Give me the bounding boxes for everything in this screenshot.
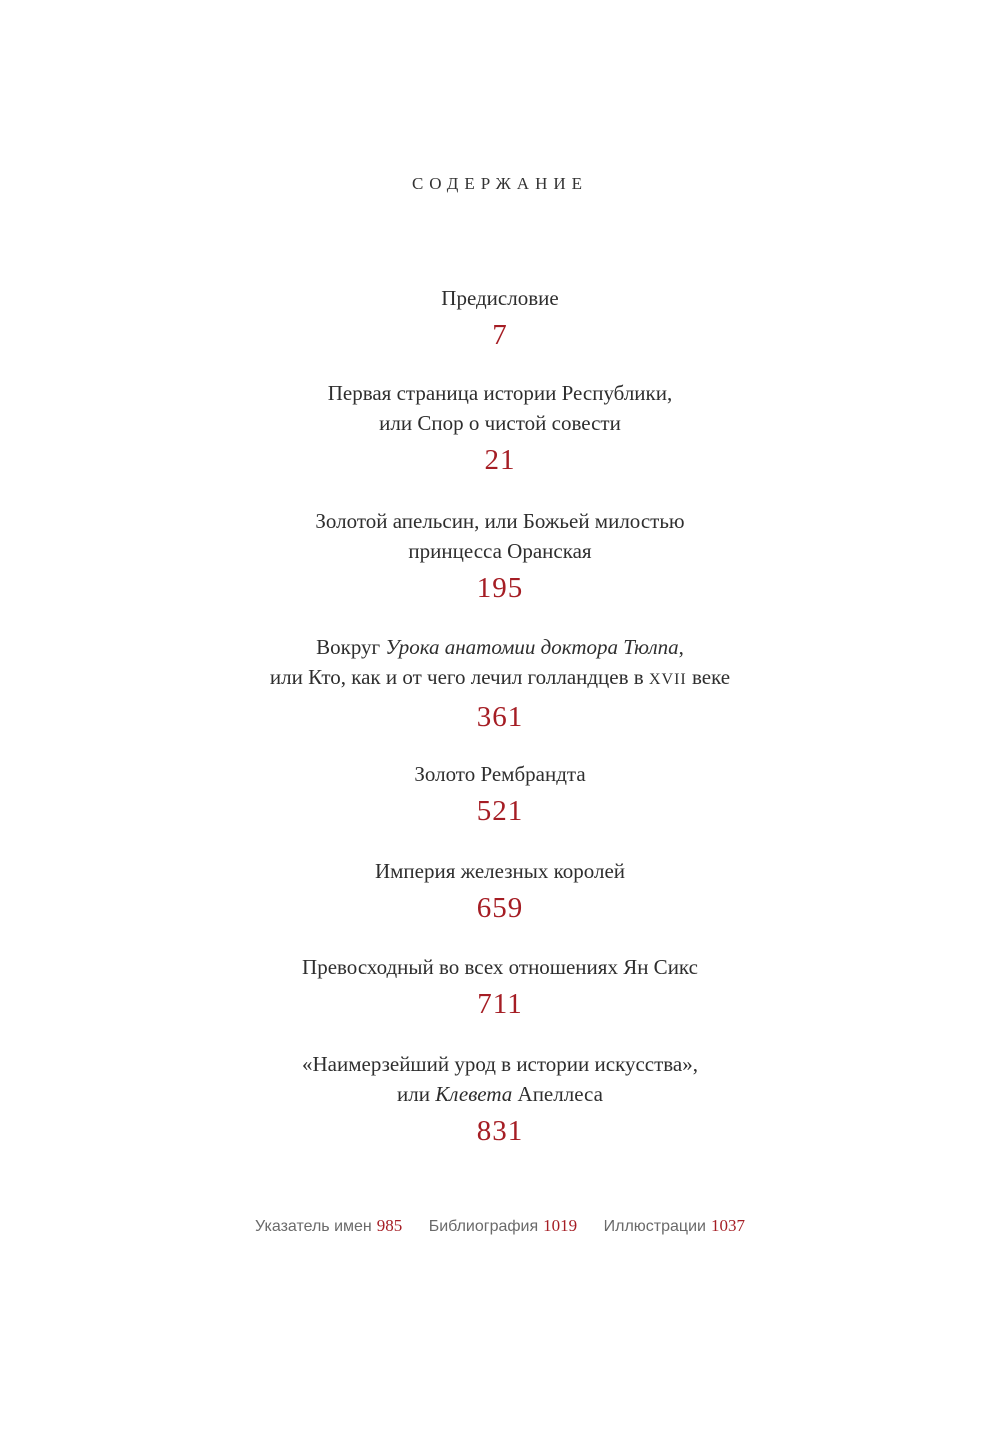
toc-entry-title-line1: Первая страница истории Республики, xyxy=(327,381,673,405)
toc-entry-republic[interactable] xyxy=(0,378,1000,477)
toc-page-number: 659 xyxy=(476,892,524,924)
toc-page-number: 361 xyxy=(476,701,524,733)
toc-page-number: 831 xyxy=(476,1115,524,1147)
toc-entry-apelles[interactable] xyxy=(0,1049,1000,1148)
toc-entry-title: Превосходный во всех отношениях Ян Сикс xyxy=(302,955,698,979)
title-italic-text: Клевета xyxy=(435,1082,513,1106)
toc-entry-title-line1: Золотой апельсин, или Божьей милостью xyxy=(315,509,685,533)
toc-entry-preface[interactable] xyxy=(0,283,1000,352)
footer-label: Указатель имен xyxy=(255,1218,372,1235)
toc-entry-title-line2: принцесса Оранская xyxy=(408,539,592,563)
footer-page-number: 985 xyxy=(376,1216,403,1235)
title-text: Апеллеса xyxy=(512,1082,603,1106)
toc-entry-rembrandt-gold[interactable] xyxy=(0,759,1000,828)
title-text: Вокруг xyxy=(316,635,386,659)
title-text: , xyxy=(678,635,684,659)
toc-page-number: 711 xyxy=(477,988,523,1020)
title-italic-text: Урока анатомии доктора Тюлпа xyxy=(385,635,679,659)
title-text: или xyxy=(397,1082,436,1106)
toc-entry-iron-kings[interactable] xyxy=(0,856,1000,925)
back-matter-links xyxy=(0,1216,1000,1236)
toc-page-number: 21 xyxy=(484,444,516,476)
title-text: веке xyxy=(686,665,731,689)
title-text: или Кто, как и от чего лечил голландцев в xyxy=(269,665,649,689)
footer-link-name-index[interactable] xyxy=(255,1216,402,1236)
toc-entry-title-line2: или Спор о чистой совести xyxy=(379,411,621,435)
footer-link-bibliography[interactable] xyxy=(429,1216,577,1236)
toc-entry-title: Империя железных королей xyxy=(374,859,626,883)
toc-entry-jan-six[interactable] xyxy=(0,952,1000,1021)
toc-entry-title-line2 xyxy=(0,1079,1000,1109)
century-numeral: XVII xyxy=(648,671,687,688)
footer-page-number: 1019 xyxy=(543,1216,578,1235)
toc-entry-title-line1: «Наимерзейший урод в истории искусства», xyxy=(301,1052,699,1076)
toc-entry-title-line2 xyxy=(0,662,1000,695)
toc-page-number: 7 xyxy=(492,319,508,351)
footer-page-number: 1037 xyxy=(710,1216,745,1235)
toc-entry-title-line1 xyxy=(0,632,1000,662)
footer-label: Иллюстрации xyxy=(603,1218,706,1235)
toc-entry-golden-orange[interactable] xyxy=(0,506,1000,605)
toc-entry-anatomy-lesson[interactable] xyxy=(0,632,1000,734)
footer-link-illustrations[interactable] xyxy=(604,1216,745,1236)
toc-entry-title: Золото Рембрандта xyxy=(414,762,586,786)
footer-label: Библиография xyxy=(428,1218,539,1235)
toc-page-number: 195 xyxy=(476,572,524,604)
toc-page-number: 521 xyxy=(476,795,524,827)
toc-entry-title: Предисловие xyxy=(441,286,559,310)
page-title: СОДЕРЖАНИЕ xyxy=(411,174,589,193)
